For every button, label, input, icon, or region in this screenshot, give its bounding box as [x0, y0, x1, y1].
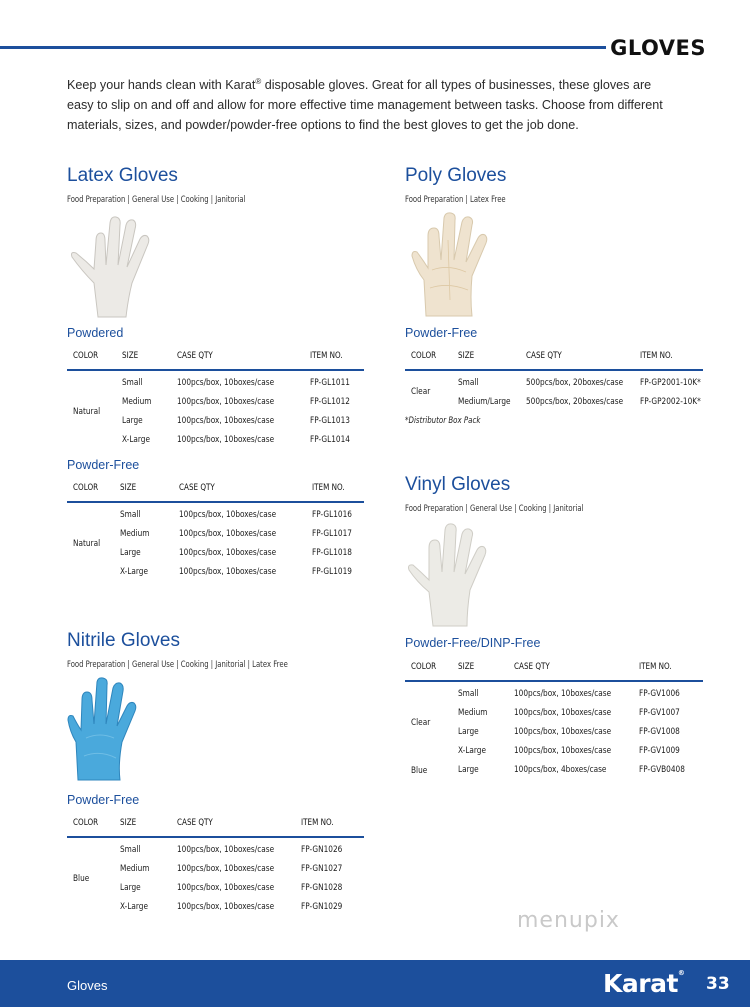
latex-glove-image [68, 213, 168, 319]
table-cell-item: FP-GN1026 [301, 844, 343, 855]
table-cell-qty: 100pcs/box, 10boxes/case [514, 745, 612, 756]
table-cell-size: Medium [120, 863, 150, 874]
table-cell-item: FP-GN1029 [301, 901, 343, 912]
table-cell-item: FP-GL1014 [310, 434, 350, 445]
table-cell-size: Medium [122, 396, 152, 407]
vinyl-powder-free-table [405, 662, 703, 782]
col-item-no: ITEM NO. [301, 818, 334, 828]
table-cell-item: FP-GP2001-10K* [640, 377, 701, 388]
table-cell-qty: 100pcs/box, 10boxes/case [177, 901, 275, 912]
row-color: Natural [73, 538, 101, 549]
table-cell-item: FP-GV1009 [639, 745, 680, 756]
page-title: GLOVES [610, 36, 706, 60]
nitrile-powder-free-table [67, 818, 364, 918]
table-cell-qty: 100pcs/box, 10boxes/case [514, 726, 612, 737]
col-item-no: ITEM NO. [310, 351, 343, 361]
col-item-no: ITEM NO. [639, 662, 672, 672]
table-header-rule [405, 369, 703, 371]
table-header-rule [67, 369, 364, 371]
table-cell-item: FP-GL1012 [310, 396, 350, 407]
table-cell-qty: 100pcs/box, 10boxes/case [177, 882, 275, 893]
table-cell-qty: 100pcs/box, 10boxes/case [177, 434, 275, 445]
table-cell-size: X-Large [458, 745, 486, 756]
table-cell-qty: 100pcs/box, 10boxes/case [179, 528, 277, 539]
vinyl-powder-free-heading: Powder-Free/DINP-Free [405, 636, 541, 650]
table-cell-qty: 500pcs/box, 20boxes/case [526, 377, 624, 388]
table-cell-qty: 100pcs/box, 10boxes/case [177, 415, 275, 426]
table-cell-size: X-Large [120, 566, 148, 577]
latex-subtitle: Food Preparation | General Use | Cooking | Janitorial [67, 194, 246, 204]
footer-bar [0, 960, 750, 1007]
vinyl-subtitle: Food Preparation | General Use | Cooking | Janitorial [405, 503, 584, 513]
table-cell-qty: 100pcs/box, 10boxes/case [514, 688, 612, 699]
poly-title: Poly Gloves [405, 165, 507, 186]
latex-powder-free-heading: Powder-Free [67, 458, 140, 472]
table-cell-item: FP-GL1018 [312, 547, 352, 558]
page-number: 33 [706, 974, 730, 994]
table-cell-size: Small [458, 688, 479, 699]
latex-powdered-table [67, 351, 364, 451]
row-color-blue: Blue [411, 765, 428, 776]
table-cell-size: Large [120, 882, 141, 893]
row-color-clear: Clear [411, 717, 431, 728]
col-color: COLOR [411, 662, 437, 672]
col-case-qty: CASE QTY [177, 351, 213, 361]
latex-powdered-heading: Powdered [67, 326, 124, 340]
table-cell-size: Large [122, 415, 143, 426]
latex-title: Latex Gloves [67, 165, 178, 186]
nitrile-subtitle: Food Preparation | General Use | Cooking | Janitorial | Latex Free [67, 659, 288, 669]
row-color: Clear [411, 386, 431, 397]
table-cell-item: FP-GN1028 [301, 882, 343, 893]
col-case-qty: CASE QTY [526, 351, 562, 361]
table-cell-item: FP-GL1011 [310, 377, 350, 388]
col-item-no: ITEM NO. [640, 351, 673, 361]
table-cell-size: Small [458, 377, 479, 388]
footer-section-label: Gloves [67, 978, 108, 993]
poly-glove-image [408, 210, 500, 318]
table-cell-item: FP-GL1016 [312, 509, 352, 520]
table-cell-item: FP-GV1006 [639, 688, 680, 699]
table-cell-size: Medium/Large [458, 396, 511, 407]
col-size: SIZE [120, 818, 137, 828]
table-cell-size: Small [120, 509, 141, 520]
table-cell-item: FP-GP2002-10K* [640, 396, 701, 407]
table-cell-qty: 100pcs/box, 4boxes/case [514, 764, 607, 775]
col-case-qty: CASE QTY [514, 662, 550, 672]
table-cell-item: FP-GV1008 [639, 726, 680, 737]
latex-powder-free-table [67, 483, 364, 583]
nitrile-powder-free-heading: Powder-Free [67, 793, 140, 807]
table-cell-size: Large [458, 764, 479, 775]
nitrile-glove-image [66, 676, 138, 784]
table-cell-size: Large [120, 547, 141, 558]
table-cell-qty: 100pcs/box, 10boxes/case [177, 396, 275, 407]
table-cell-qty: 100pcs/box, 10boxes/case [514, 707, 612, 718]
table-cell-size: Medium [458, 707, 488, 718]
table-cell-item: FP-GL1013 [310, 415, 350, 426]
nitrile-title: Nitrile Gloves [67, 630, 180, 651]
table-cell-size: Large [458, 726, 479, 737]
row-color: Natural [73, 406, 101, 417]
table-cell-item: FP-GL1017 [312, 528, 352, 539]
col-item-no: ITEM NO. [312, 483, 345, 493]
table-cell-qty: 100pcs/box, 10boxes/case [177, 377, 275, 388]
row-color: Blue [73, 873, 90, 884]
col-color: COLOR [73, 818, 99, 828]
table-cell-item: FP-GV1007 [639, 707, 680, 718]
col-case-qty: CASE QTY [179, 483, 215, 493]
col-size: SIZE [458, 351, 475, 361]
col-size: SIZE [122, 351, 139, 361]
vinyl-title: Vinyl Gloves [405, 474, 511, 495]
karat-logo: Karat® [603, 969, 685, 998]
table-cell-size: Medium [120, 528, 150, 539]
poly-subtitle: Food Preparation | Latex Free [405, 194, 506, 204]
poly-footnote: *Distributor Box Pack [405, 416, 481, 426]
table-cell-item: FP-GN1027 [301, 863, 343, 874]
poly-powder-free-table [405, 351, 703, 411]
table-cell-size: Small [120, 844, 141, 855]
col-size: SIZE [458, 662, 475, 672]
table-header-rule [67, 501, 364, 503]
table-cell-item: FP-GVB0408 [639, 764, 685, 775]
table-cell-size: X-Large [120, 901, 148, 912]
table-cell-qty: 100pcs/box, 10boxes/case [177, 844, 275, 855]
table-cell-qty: 100pcs/box, 10boxes/case [177, 863, 275, 874]
vinyl-glove-image [405, 520, 497, 628]
header-rule [0, 46, 606, 49]
table-cell-qty: 100pcs/box, 10boxes/case [179, 509, 277, 520]
col-color: COLOR [73, 483, 99, 493]
col-color: COLOR [411, 351, 437, 361]
table-cell-qty: 500pcs/box, 20boxes/case [526, 396, 624, 407]
table-cell-size: Small [122, 377, 143, 388]
table-cell-qty: 100pcs/box, 10boxes/case [179, 566, 277, 577]
table-header-rule [405, 680, 703, 682]
watermark: menupix [517, 908, 620, 933]
poly-powder-free-heading: Powder-Free [405, 326, 478, 340]
table-cell-size: X-Large [122, 434, 150, 445]
table-header-rule [67, 836, 364, 838]
intro-paragraph: Keep your hands clean with Karat® disposable gloves. Great for all types of businesses, these gloves are easy to slip on and off and allow for more effective time management between tasks. Choose from different materials, sizes, and powder/powder-free options to find the best gloves to get the job done. [67, 77, 663, 133]
col-size: SIZE [120, 483, 137, 493]
col-color: COLOR [73, 351, 99, 361]
table-cell-qty: 100pcs/box, 10boxes/case [179, 547, 277, 558]
table-cell-item: FP-GL1019 [312, 566, 352, 577]
col-case-qty: CASE QTY [177, 818, 213, 828]
